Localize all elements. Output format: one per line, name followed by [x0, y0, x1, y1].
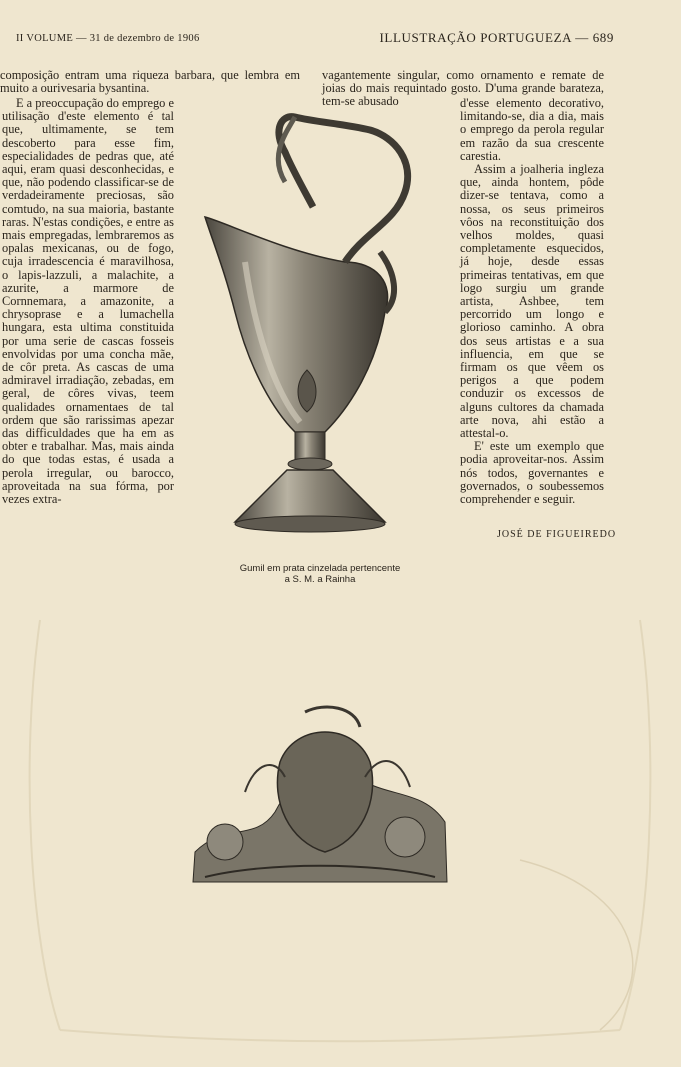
caption-line: a S. M. a Rainha [284, 574, 356, 585]
paragraph: Assim a joalheria ingleza que, ainda hontem, pôde dizer-se tentava, como a nossa, os seus primeiros vôos na reconstituição dos velhos moldes, quasi completamente esquecidos, já hoje, desde essas primeiras tentativas, em que logo surgiu um grande artista, Ashbee, tem percorrido um longo e glorioso caminho. A obra dos seus artistas e a sua influencia, em que se firmam os que vêem os perigos a que podem conduzir os excessos de alguns cultores da chamada arte nova, ahi estão a attestal-o. [460, 162, 604, 441]
image-caption [210, 563, 430, 585]
paragraph: composição entram uma riqueza barbara, que lembra em muito a ourivesaria bysantina. [0, 68, 300, 96]
paragraph: E' este um exemplo que podia aproveitar-nos. Assim nós todos, governantes e governados, o soubessemos comprehender e seguir. [460, 439, 604, 507]
author-signature: JOSÉ DE FIGUEIREDO [497, 529, 617, 540]
column-2 [460, 97, 604, 506]
magazine-title: ILLUSTRAÇÃO PORTUGUEZA — 689 [379, 30, 614, 45]
column-1 [2, 97, 174, 506]
paragraph: vagantemente singular, como ornamento e remate de joias do mais requintado gosto. D'uma grande barateza, tem-se abusado [322, 68, 604, 109]
volume-date: II VOLUME — 31 de dezembro de 1906 [16, 33, 200, 44]
rococo-ornament-illustration [185, 702, 455, 890]
paragraph: d'esse elemento decorativo, limitando-se, dia a dia, mais o emprego da perola regular em razão da sua crescente carestia. [460, 96, 604, 163]
silver-ewer-illustration [195, 112, 435, 542]
paragraph: E a preoccupação do emprego e utilisação d'este elemento é tal que, ultimamente, se tem descoberto para esse fim, especialidades de pedras que, até aqui, eram quasi desconhecidas, e que, não podendo classificar-se de verdadeiramente preciosas, são comtudo, na sua maioria, bastante raras. N'estas condições, e entre as mais empregadas, lembraremos as opalas mexicanas, ou de fogo, cuja irradescencia é maravilhosa, o lapis-lazzuli, a malachite, a azurite, a marmore de Cornnemara, a amazonite, a chrysoprase e a lumachella hungara, esta ultima constituida por uma serie de cascas fosseis envolvidas por uma concha mãe, de côr preta. As cascas de uma admiravel irradiação, zebadas, em geral, de côres vivas, teem qualidades ornamentaes de tal ordem que são rarissimas apezar das difficuldades que ha em as obter e trabalhar. Mas, mais ainda do que todas estas, é usada a perola irregular, ou barocco, aproveitada na sua fórma, por vezes extra- [2, 96, 174, 507]
column-1-continuation [0, 69, 300, 95]
caption-line: Gumil em prata cinzelada pertencente [239, 563, 401, 574]
